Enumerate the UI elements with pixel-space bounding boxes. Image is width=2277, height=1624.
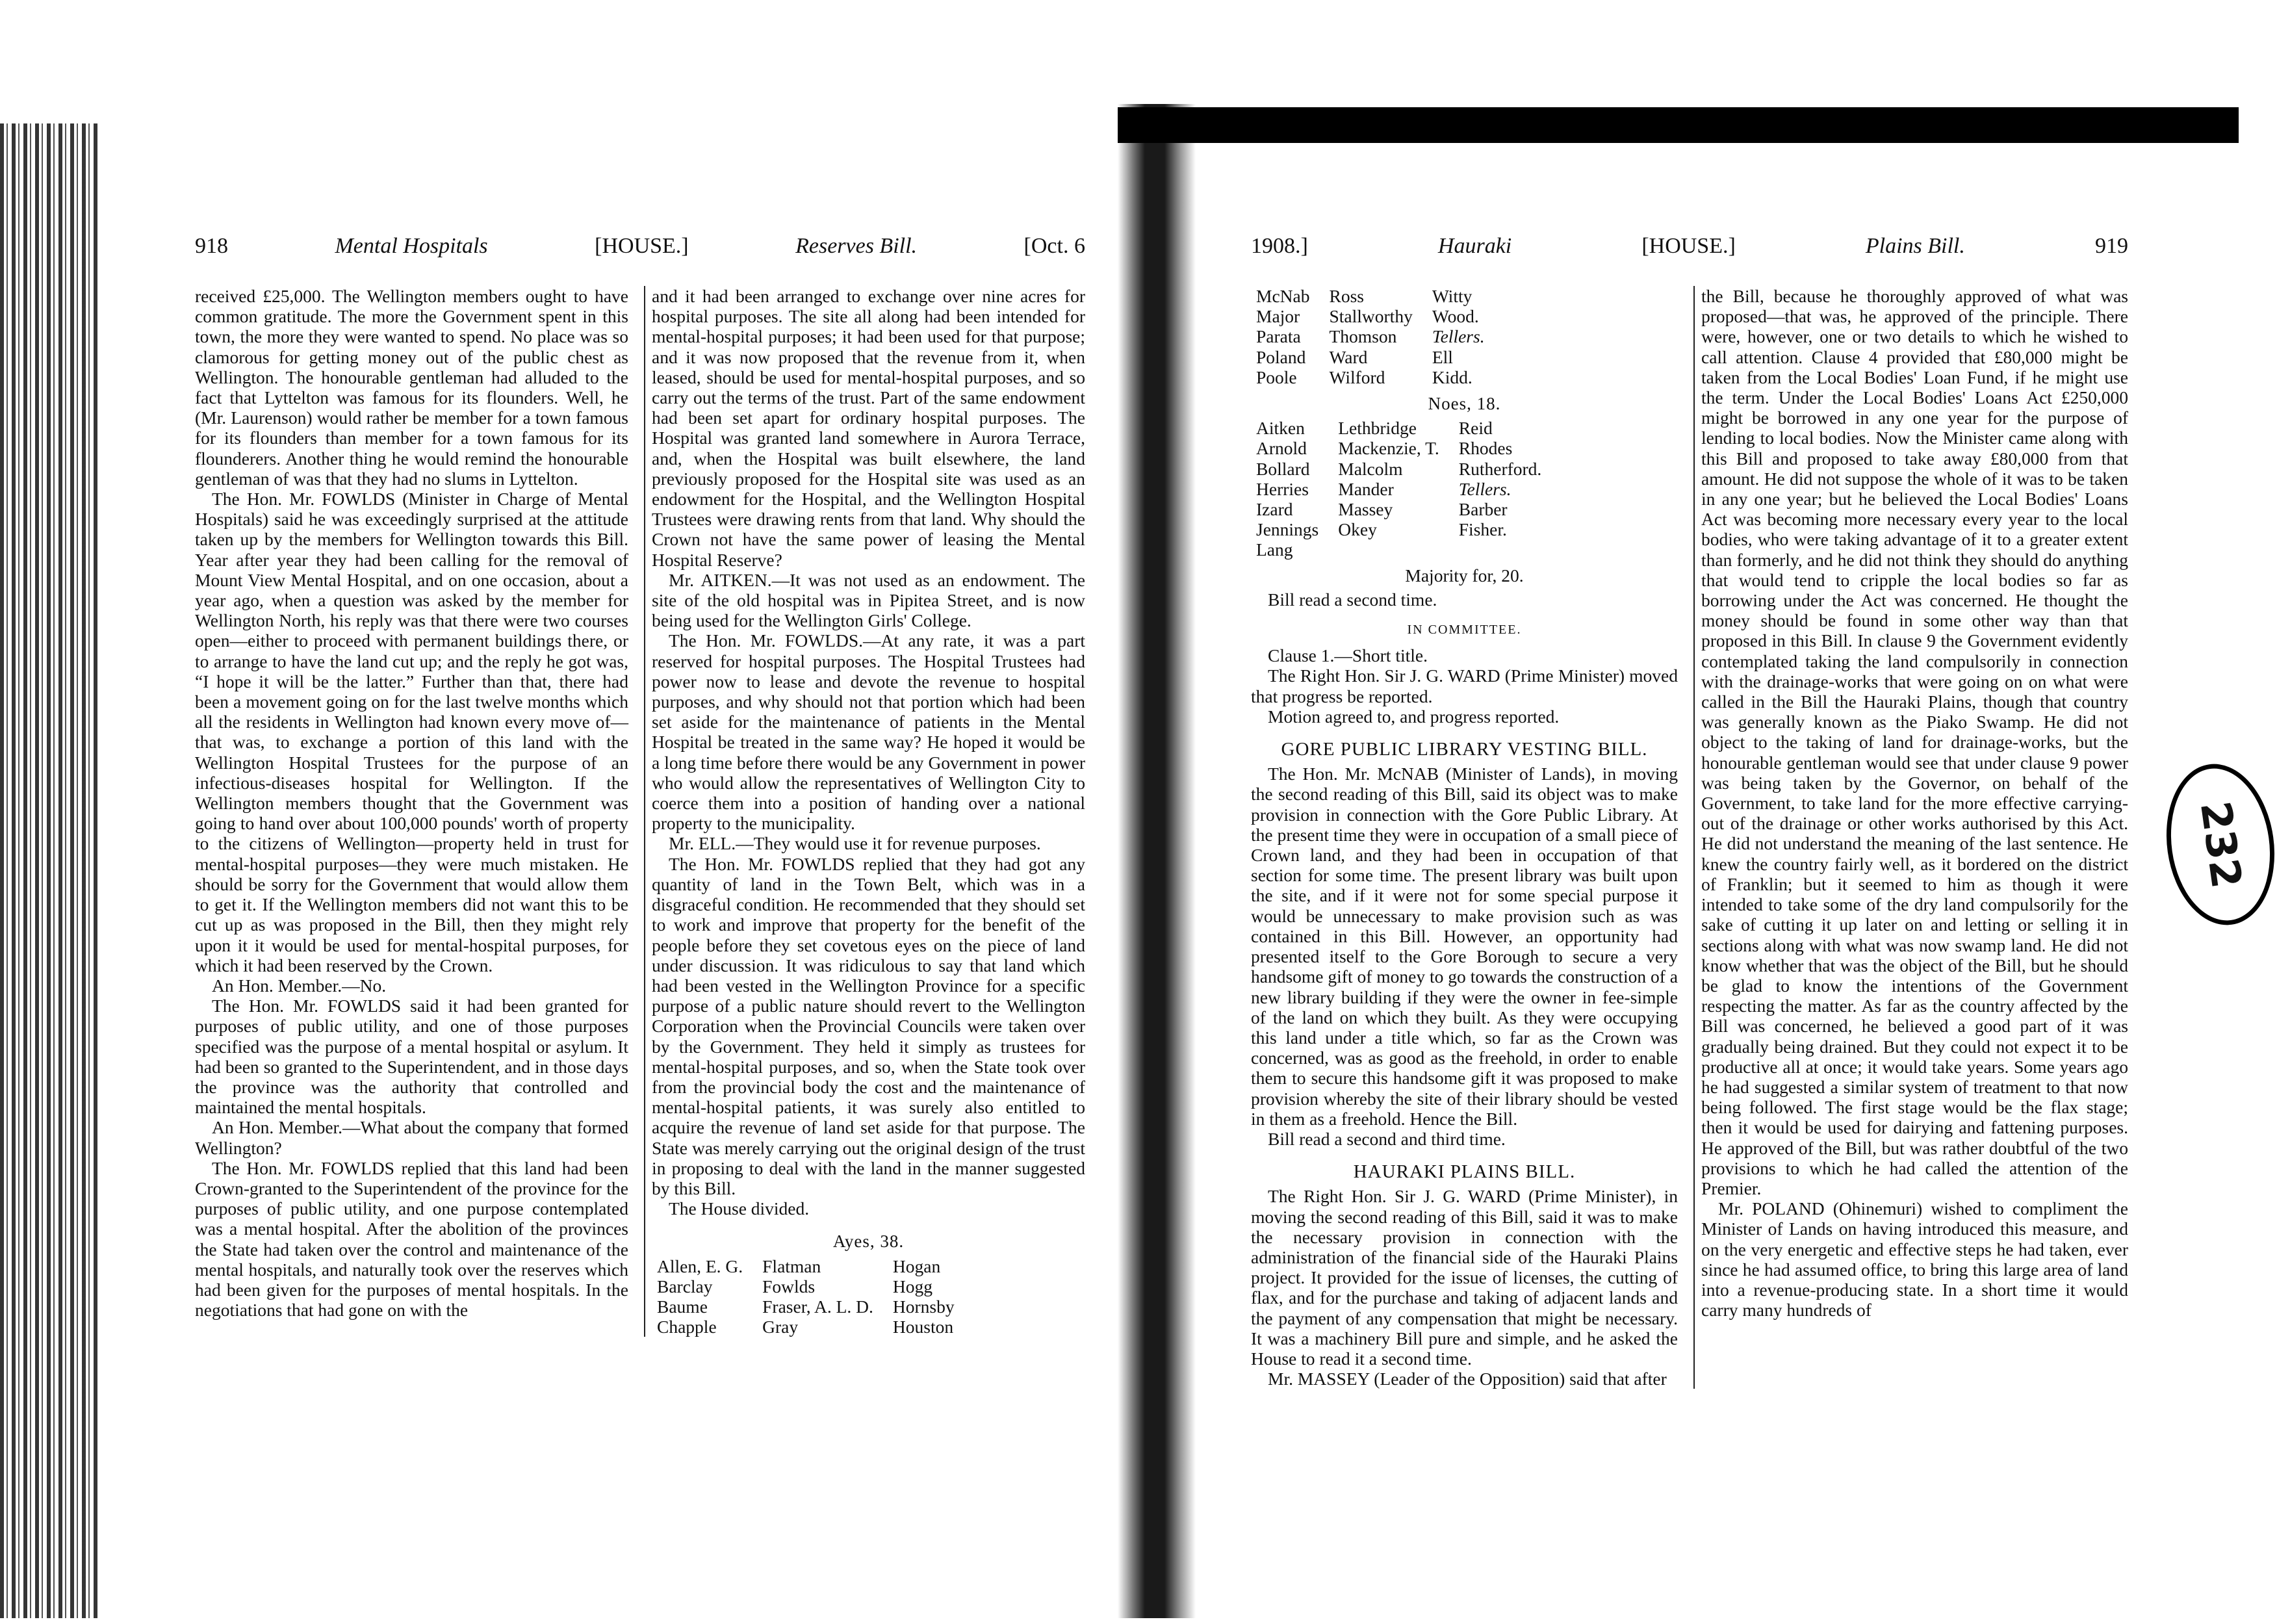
member-name: Gray (762, 1317, 799, 1337)
member-name: Barclay (657, 1276, 713, 1296)
header-title-left: Hauraki (1437, 234, 1512, 258)
paragraph: Mr. POLAND (Ohinemuri) wished to compliment the Minister of Lands on having introduced this measure, and on the very energetic and effective steps he had taken, ever since he had assumed office, to bring this large area of land into a revenue-producing state. In a short time it would carry many hundreds of (1701, 1198, 2128, 1321)
paragraph: The Hon. Mr. FOWLDS (Minister in Charge of Mental Hospitals) said he was exceedingly surprised at the attitude taken up by the members for Wellington towards this Bill. Year after year they had been calling for the removal of Mount View Mental Hospital, and on one occasion, about a year ago, when a question was asked by the member for Wellington North, his reply was that there were two courses open—either to proceed with permanent buildings there, or to arrange to have the land cut up; and the reply he got was, “I hope it will be the latter.” Further than that, there had been a movement going on for the last twelve months which all the residents in Wellington had known every move of—that was, to exchange a portion of this land with the Wellington Hospital Trustees for the purpose of an infectious-diseases hospital for Wellington. If the Wellington members thought that the Government was going to hand over about 100,000 pounds' worth of property to the citizens of Wellington—property held in trust for mental-hospital purposes—they were much mistaken. He should be sorry for the Government that would allow them to get it. If the Wellington members did not want this to be cut up as was proposed in the Bill, then they might rely upon it it would be used for mental-hospital purposes, for which it had been reserved by the Crown. (195, 489, 628, 975)
text-column-1 (1251, 286, 1678, 1389)
paragraph: Mr. MASSEY (Leader of the Opposition) said that after (1268, 1369, 1667, 1389)
member-name: Hogg (892, 1276, 933, 1296)
text-column-2 (644, 286, 1085, 1337)
page-number: 919 (2094, 234, 2128, 258)
paragraph: The Hon. Mr. FOWLDS replied that they had got any quantity of land in the Town Belt, which was in a disgraceful condition. He recommended that they should set to work and improve that property for the benefit of the people before they set covetous eyes on the piece of land under discussion. It was ridiculous to say that land which had been vested in the Wellington Province for a specific purpose of a public nature should revert to the Wellington Corporation when the Provincial Councils were taken over by the Government. They held it simply as trustees for mental-hospital purposes, and so, when the State took over from the provincial body the cost and the maintenance of mental-hospital patients, it was surely also entitled to acquire the revenue of land set aside for that purpose. The State was merely carrying out the original design of the trust in proposing to deal with the land in the manner suggested by this Bill. (652, 853, 1085, 1198)
member-name: Bollard (1256, 458, 1310, 479)
member-name: Barber (1458, 499, 1508, 520)
list-row (657, 1296, 974, 1317)
member-name: Hogan (892, 1256, 941, 1276)
member-name: Chapple (657, 1317, 717, 1337)
paragraph: Motion agreed to, and progress reported. (1268, 706, 1560, 727)
paragraph: Mr. AITKEN.—It was not used as an endowment. The site of the old hospital was in Pipitea Street, and is now being used for the Wellington Girls' College. (652, 569, 1085, 631)
member-name: Herries (1256, 478, 1309, 499)
ayes-list-continued (1256, 286, 1504, 387)
list-row (657, 1256, 974, 1276)
page-number: 918 (195, 234, 228, 258)
paragraph: The Hon. Mr. McNAB (Minister of Lands), in moving the second reading of this Bill, said its object was to make provision in connection with the Gore Public Library. At the present time they were in occupation of a small piece of Crown land, and they had been in occupation of that section for some time. The present library was built upon the site, and if it were not for some special purpose it would be unnecessary to make provision such as was contained in this Bill. However, an opportunity had presented itself to the Gore Borough to secure a very handsome gift of money to go towards the construction of a new library building if they were the owner in fee-simple of the land on which they built. As they were occupying this land under a title which, so far as the Crown was concerned, was as good as the freehold, in order to enable them to secure this handsome gift it was proposed to make provision whereby the site of their library should be vested in them as a freehold. Hence the Bill. (1251, 764, 1678, 1129)
scan-top-shadow (1118, 107, 2239, 143)
ayes-heading: Ayes, 38. (832, 1231, 905, 1252)
running-header (195, 234, 1085, 266)
list-row (1256, 418, 1561, 438)
list-row (657, 1317, 974, 1337)
majority-line: Majority for, 20. (1405, 565, 1524, 586)
member-name: Wood. (1432, 306, 1479, 327)
noes-heading: Noes, 18. (1428, 394, 1501, 414)
member-name (1459, 539, 1562, 560)
paragraph: An Hon. Member.—What about the company that formed Wellington? (195, 1117, 628, 1158)
member-name: Baume (657, 1296, 708, 1317)
member-name: Ell (1432, 346, 1453, 367)
member-name: Kidd. (1432, 367, 1473, 387)
book-binding-edge (0, 123, 97, 1618)
member-name: Jennings (1256, 519, 1319, 540)
stamp-number: 232 (2191, 798, 2250, 891)
member-name: Thomson (1329, 326, 1397, 347)
list-row (1256, 347, 1504, 367)
tellers-label: Tellers. (1458, 478, 1512, 499)
member-name: Reid (1458, 418, 1493, 439)
page-gutter-shadow (1118, 104, 1196, 1618)
paragraph: The House divided. (669, 1198, 810, 1219)
ayes-list (657, 1256, 974, 1337)
right-page (1251, 234, 2128, 1389)
list-row (1256, 459, 1561, 479)
member-name: Allen, E. G. (657, 1256, 743, 1276)
member-name: Fraser, A. L. D. (762, 1296, 873, 1317)
member-name: McNab (1256, 286, 1310, 306)
member-name: Rhodes (1458, 438, 1513, 459)
list-row (1256, 519, 1561, 539)
list-row (1256, 367, 1504, 387)
member-name: Lethbridge (1338, 418, 1417, 439)
header-date: [Oct. 6 (1023, 234, 1085, 258)
paragraph: Mr. ELL.—They would use it for revenue purposes. (669, 833, 1041, 854)
member-name: Hornsby (892, 1296, 955, 1317)
header-title-right: Reserves Bill. (795, 234, 918, 258)
member-name: Aitken (1256, 418, 1305, 439)
member-name: Mander (1338, 478, 1394, 499)
member-name: Izard (1256, 499, 1293, 520)
member-name: Flatman (762, 1256, 821, 1276)
member-name: Rutherford. (1458, 458, 1542, 479)
paragraph: Clause 1.—Short title. (1268, 645, 1428, 666)
paragraph: Bill read a second and third time. (1268, 1128, 1506, 1149)
list-row (1256, 479, 1561, 499)
noes-list (1256, 418, 1561, 560)
member-name: Witty (1432, 286, 1473, 306)
in-committee-heading: IN COMMITTEE. (1407, 623, 1522, 638)
member-name: Fisher. (1458, 519, 1507, 540)
member-name: Poole (1256, 367, 1297, 387)
member-name: Massey (1338, 499, 1393, 520)
member-name: Poland (1256, 346, 1306, 367)
left-page (195, 234, 1085, 1337)
member-name: Stallworthy (1329, 306, 1413, 327)
list-row (1256, 499, 1561, 519)
member-name (1338, 539, 1459, 560)
paragraph: The Hon. Mr. FOWLDS.—At any rate, it was a part reserved for hospital purposes. The Hospital Trustees had power now to lease and devote the revenue to hospital purposes, and why should not that portion which had been set aside for the maintenance of patients in the Mental Hospital be treated in the same way? He hoped it would be a long time before there would be any Government in power who would allow the representatives of Wellington City to coerce them into a position of handing over a national property to the municipality. (652, 630, 1085, 834)
header-house: [HOUSE.] (595, 234, 689, 258)
member-name: Lang (1256, 539, 1293, 560)
paragraph: The Right Hon. Sir J. G. WARD (Prime Minister), in moving the second reading of this Bill, said it was to make the necessary provision in connection with the administration of the financial side of the Hauraki Plains project. It provided for the issue of licenses, the cutting of flax, and for the purchase and taking of adjacent lands and the payment of any compensation that might be necessary. It was a machinery Bill pure and simple, and he asked the House to read it a second time. (1251, 1186, 1678, 1369)
text-column-1 (195, 286, 628, 1337)
section-heading-hauraki: HAURAKI PLAINS BILL. (1353, 1161, 1576, 1183)
list-row (1256, 326, 1504, 346)
header-date: 1908.] (1251, 234, 1308, 258)
paragraph: Bill read a second time. (1268, 589, 1437, 610)
list-row (657, 1276, 974, 1296)
paragraph: The Right Hon. Sir J. G. WARD (Prime Minister) moved that progress be reported. (1251, 665, 1678, 706)
header-title-left: Mental Hospitals (335, 234, 488, 258)
member-name: Mackenzie, T. (1338, 438, 1439, 459)
member-name: Okey (1338, 519, 1377, 540)
member-name: Major (1256, 306, 1300, 327)
member-name: Houston (892, 1317, 954, 1337)
paragraph: the Bill, because he thoroughly approved of what was proposed—that was, he approved of the principle. There were, however, one or two details to which he wished to call attention. Clause 4 provided that £80,000 might be taken from the Local Bodies' Loan Fund, if he might use the term. Under the Local Bodies' Loans Act £250,000 might be borrowed in any one year for the purpose of lending to local bodies. Now the Minister came along with this Bill and proposed to take away £80,000 from that amount. He did not suppose the whole of it was to be taken in any one year; but he believed the Local Bodies' Loans Act was becoming more necessary every year to the local bodies, who were taking advantage of it to a greater extent than formerly, and he did not think they should do anything that would tend to cripple the local bodies so far as borrowing under the Act was concerned. He thought the money should be found in some other way than that proposed in this Bill. In clause 9 the Government evidently contemplated taking the land compulsorily in connection with the drainage-works that were going on on what were called in the Bill the Hauraki Plains, though that country was generally known as the Piako Swamp. He did not object to the taking of land for drainage-works, but the honourable gentleman would see that under clause 9 power was being taken by the Governor, on behalf of the Government, to take land for the more effective carrying-out of the drainage or other works authorised by this Act. He did not understand the meaning of the last sentence. He knew the country fairly well, as it bordered on the district of Franklin; but it seemed to him as though it were intended to take some of the dry land compulsorily for the sake of cutting it up later on and letting or selling it in sections along with what was now swamp land. He did not know whether that was the object of the Bill, but he should be glad to know the intentions of the Government respecting the matter. As far as the country affected by the Bill was concerned, he believed a good part of it was gradually being drained. But they could not expect it to be productive all at once; it would take years. Some years ago he had suggested a similar system of treatment to that now being followed. The first stage would be the flax stage; then it would be used for dairying and fattening purposes. He approved of the Bill, but was rather doubtful of the two provisions to which he had called the attention of the Premier. (1701, 286, 2128, 1198)
member-name: Parata (1256, 326, 1301, 347)
text-column-2 (1693, 286, 2128, 1389)
tellers-label: Tellers. (1432, 326, 1485, 347)
list-row (1256, 286, 1504, 306)
paragraph: and it had been arranged to exchange over nine acres for hospital purposes. The site all along had been intended for mental-hospital purposes; it had been used for that purpose; and it was now proposed that the revenue from it, when leased, should be used for mental-hospital purposes, and so carry out the terms of the trust. Part of the same endowment had been set apart for ordinary hospital purposes. The Hospital was granted land somewhere in Aurora Terrace, and, when the Hospital was built elsewhere, the land previously proposed for the Hospital site was used as an endowment for the Hospital, and the Wellington Hospital Trustees were drawing rents from that land. Why should the Crown not have the same power of leasing the Mental Hospital Reserve? (652, 286, 1085, 570)
member-name: Ross (1329, 286, 1364, 306)
running-header (1251, 234, 2128, 266)
handwritten-page-stamp (2156, 757, 2277, 932)
list-row (1256, 438, 1561, 458)
member-name: Ward (1329, 346, 1368, 367)
list-row (1256, 306, 1504, 326)
paragraph: The Hon. Mr. FOWLDS said it had been granted for purposes of public utility, and one of those purposes specified was the purpose of a mental hospital or asylum. It had been so granted to the Superintendent, and in those days the province was the authority that controlled and maintained the mental hospitals. (195, 996, 628, 1118)
member-name: Malcolm (1338, 458, 1403, 479)
member-name: Fowlds (762, 1276, 816, 1296)
paragraph: The Hon. Mr. FOWLDS replied that this land had been Crown-granted to the Superintendent of the province for the purposes of public utility, and one purpose contemplated was a mental hospital. After the abolition of the provinces the State had taken over the control and maintenance of the mental hospitals, and naturally took over the reserves which had been given for the purposes of mental hospitals. In the negotiations that had gone on with the (195, 1157, 628, 1321)
header-title-right: Plains Bill. (1865, 234, 1965, 258)
paragraph: received £25,000. The Wellington members ought to have common gratitude. The more the Government spent in this town, the more they were wanted to spend. No place was so clamorous for getting money out of the public chest as Wellington. The honourable gentleman had alluded to the fact that Lyttelton was famous for its flounders. Well, he (Mr. Laurenson) would rather be member for a town famous for its flounders than member for a town famous for its flounderers. Another thing he would remind the honourable gentleman of was that they had no slums in Lyttelton. (195, 286, 628, 489)
section-heading-gore: GORE PUBLIC LIBRARY VESTING BILL. (1281, 739, 1648, 760)
list-row (1256, 539, 1561, 560)
member-name: Arnold (1256, 438, 1307, 459)
member-name: Wilford (1329, 367, 1385, 387)
paragraph: An Hon. Member.—No. (212, 975, 387, 996)
header-house: [HOUSE.] (1641, 234, 1736, 258)
